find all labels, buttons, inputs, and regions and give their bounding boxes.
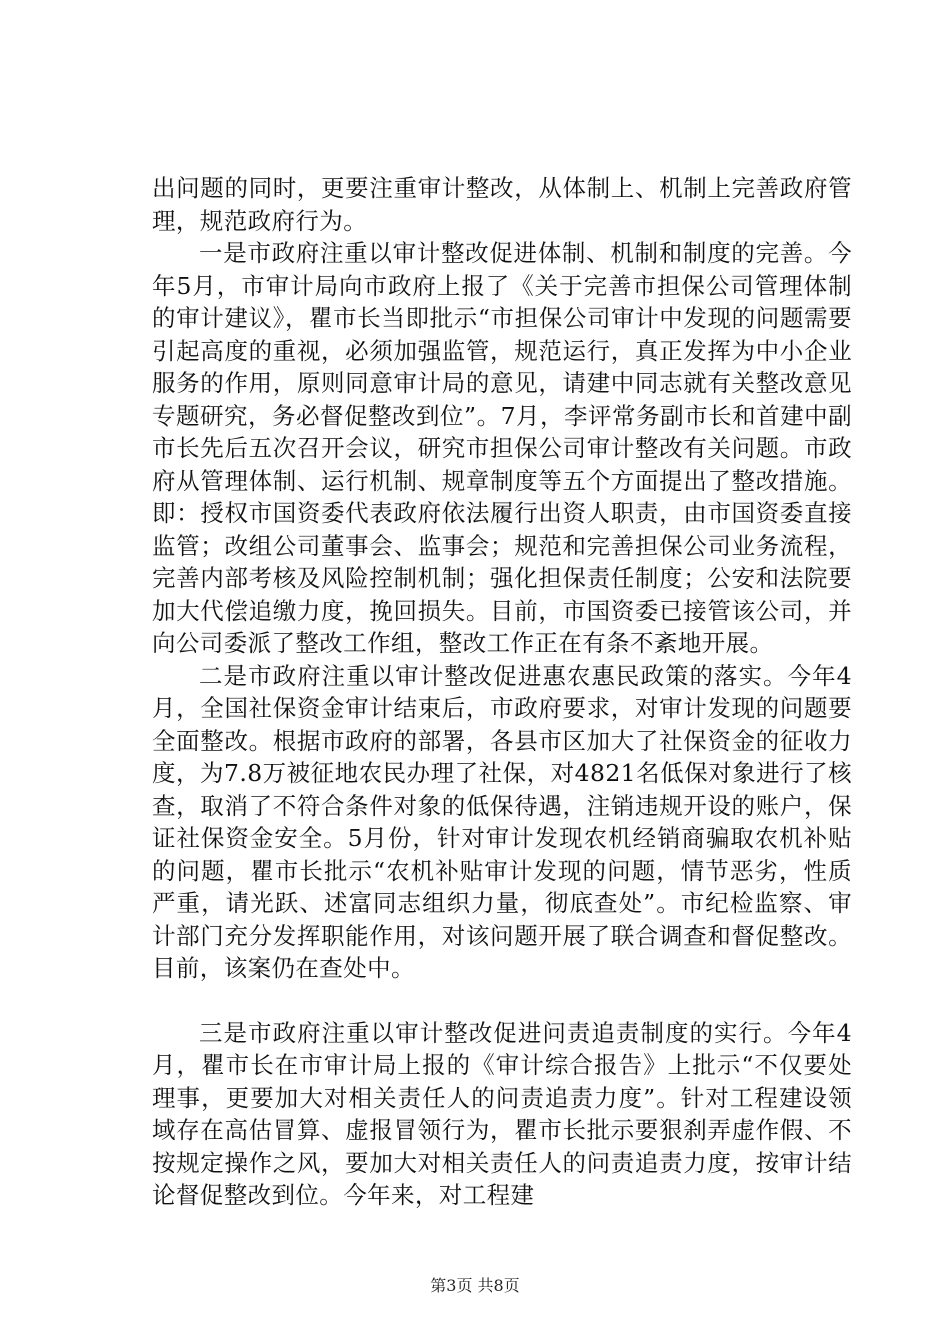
paragraph-item-three: 三是市政府注重以审计整改促进问责追责制度的实行。今年4月，瞿市长在市审计局上报的《审计综合报告》上批示“不仅要处理事，更要加大对相关责任人的问责追责力度”。针对工程建设领域存在高估冒算、虚报冒领行为，瞿市长批示要狠刹弄虚作假、不按规定操作之风，要加大对相关责任人的问责追责力度，按审计结论督促整改到位。今年来，对工程建	[152, 1018, 852, 1209]
paragraph-item-two: 二是市政府注重以审计整改促进惠农惠民政策的落实。今年4月，全国社保资金审计结束后，市政府要求，对审计发现的问题要全面整改。根据市政府的部署，各县市区加大了社保资金的征收力度，为7.8万被征地农民办理了社保，对4821名低保对象进行了核查，取消了不符合条件对象的低保待遇，注销违规开设的账户，保证社保资金安全。5月份，针对审计发现农机经销商骗取农机补贴的问题，瞿市长批示“农机补贴审计发现的问题，情节恶劣，性质严重，请光跃、述富同志组织力量，彻底查处”。市纪检监察、审计部门充分发挥职能作用，对该问题开展了联合调查和督促整改。目前，该案仍在查处中。	[152, 661, 852, 982]
paragraph-continuation: 出问题的同时，更要注重审计整改，从体制上、机制上完善政府管理，规范政府行为。	[152, 174, 852, 235]
document-body	[152, 172, 852, 1212]
page-number-footer: 第3页 共8页	[430, 1276, 520, 1295]
paragraph-item-one: 一是市政府注重以审计整改促进体制、机制和制度的完善。今年5月，市审计局向市政府上报了《关于完善市担保公司管理体制的审计建议》，瞿市长当即批示“市担保公司审计中发现的问题需要引起高度的重视，必须加强监管，规范运行，真正发挥为中小企业服务的作用，原则同意审计局的意见，请建中同志就有关整改意见专题研究，务必督促整改到位”。7月，李评常务副市长和首建中副市长先后五次召开会议，研究市担保公司审计整改有关问题。市政府从管理体制、运行机制、规章制度等五个方面提出了整改措施。即：授权市国资委代表政府依法履行出资人职责，由市国资委直接监管；改组公司董事会、监事会；规范和完善担保公司业务流程，完善内部考核及风险控制机制；强化担保责任制度；公安和法院要加大代偿追缴力度，挽回损失。目前，市国资委已接管该公司，并向公司委派了整改工作组，整改工作正在有条不紊地开展。	[152, 239, 852, 657]
